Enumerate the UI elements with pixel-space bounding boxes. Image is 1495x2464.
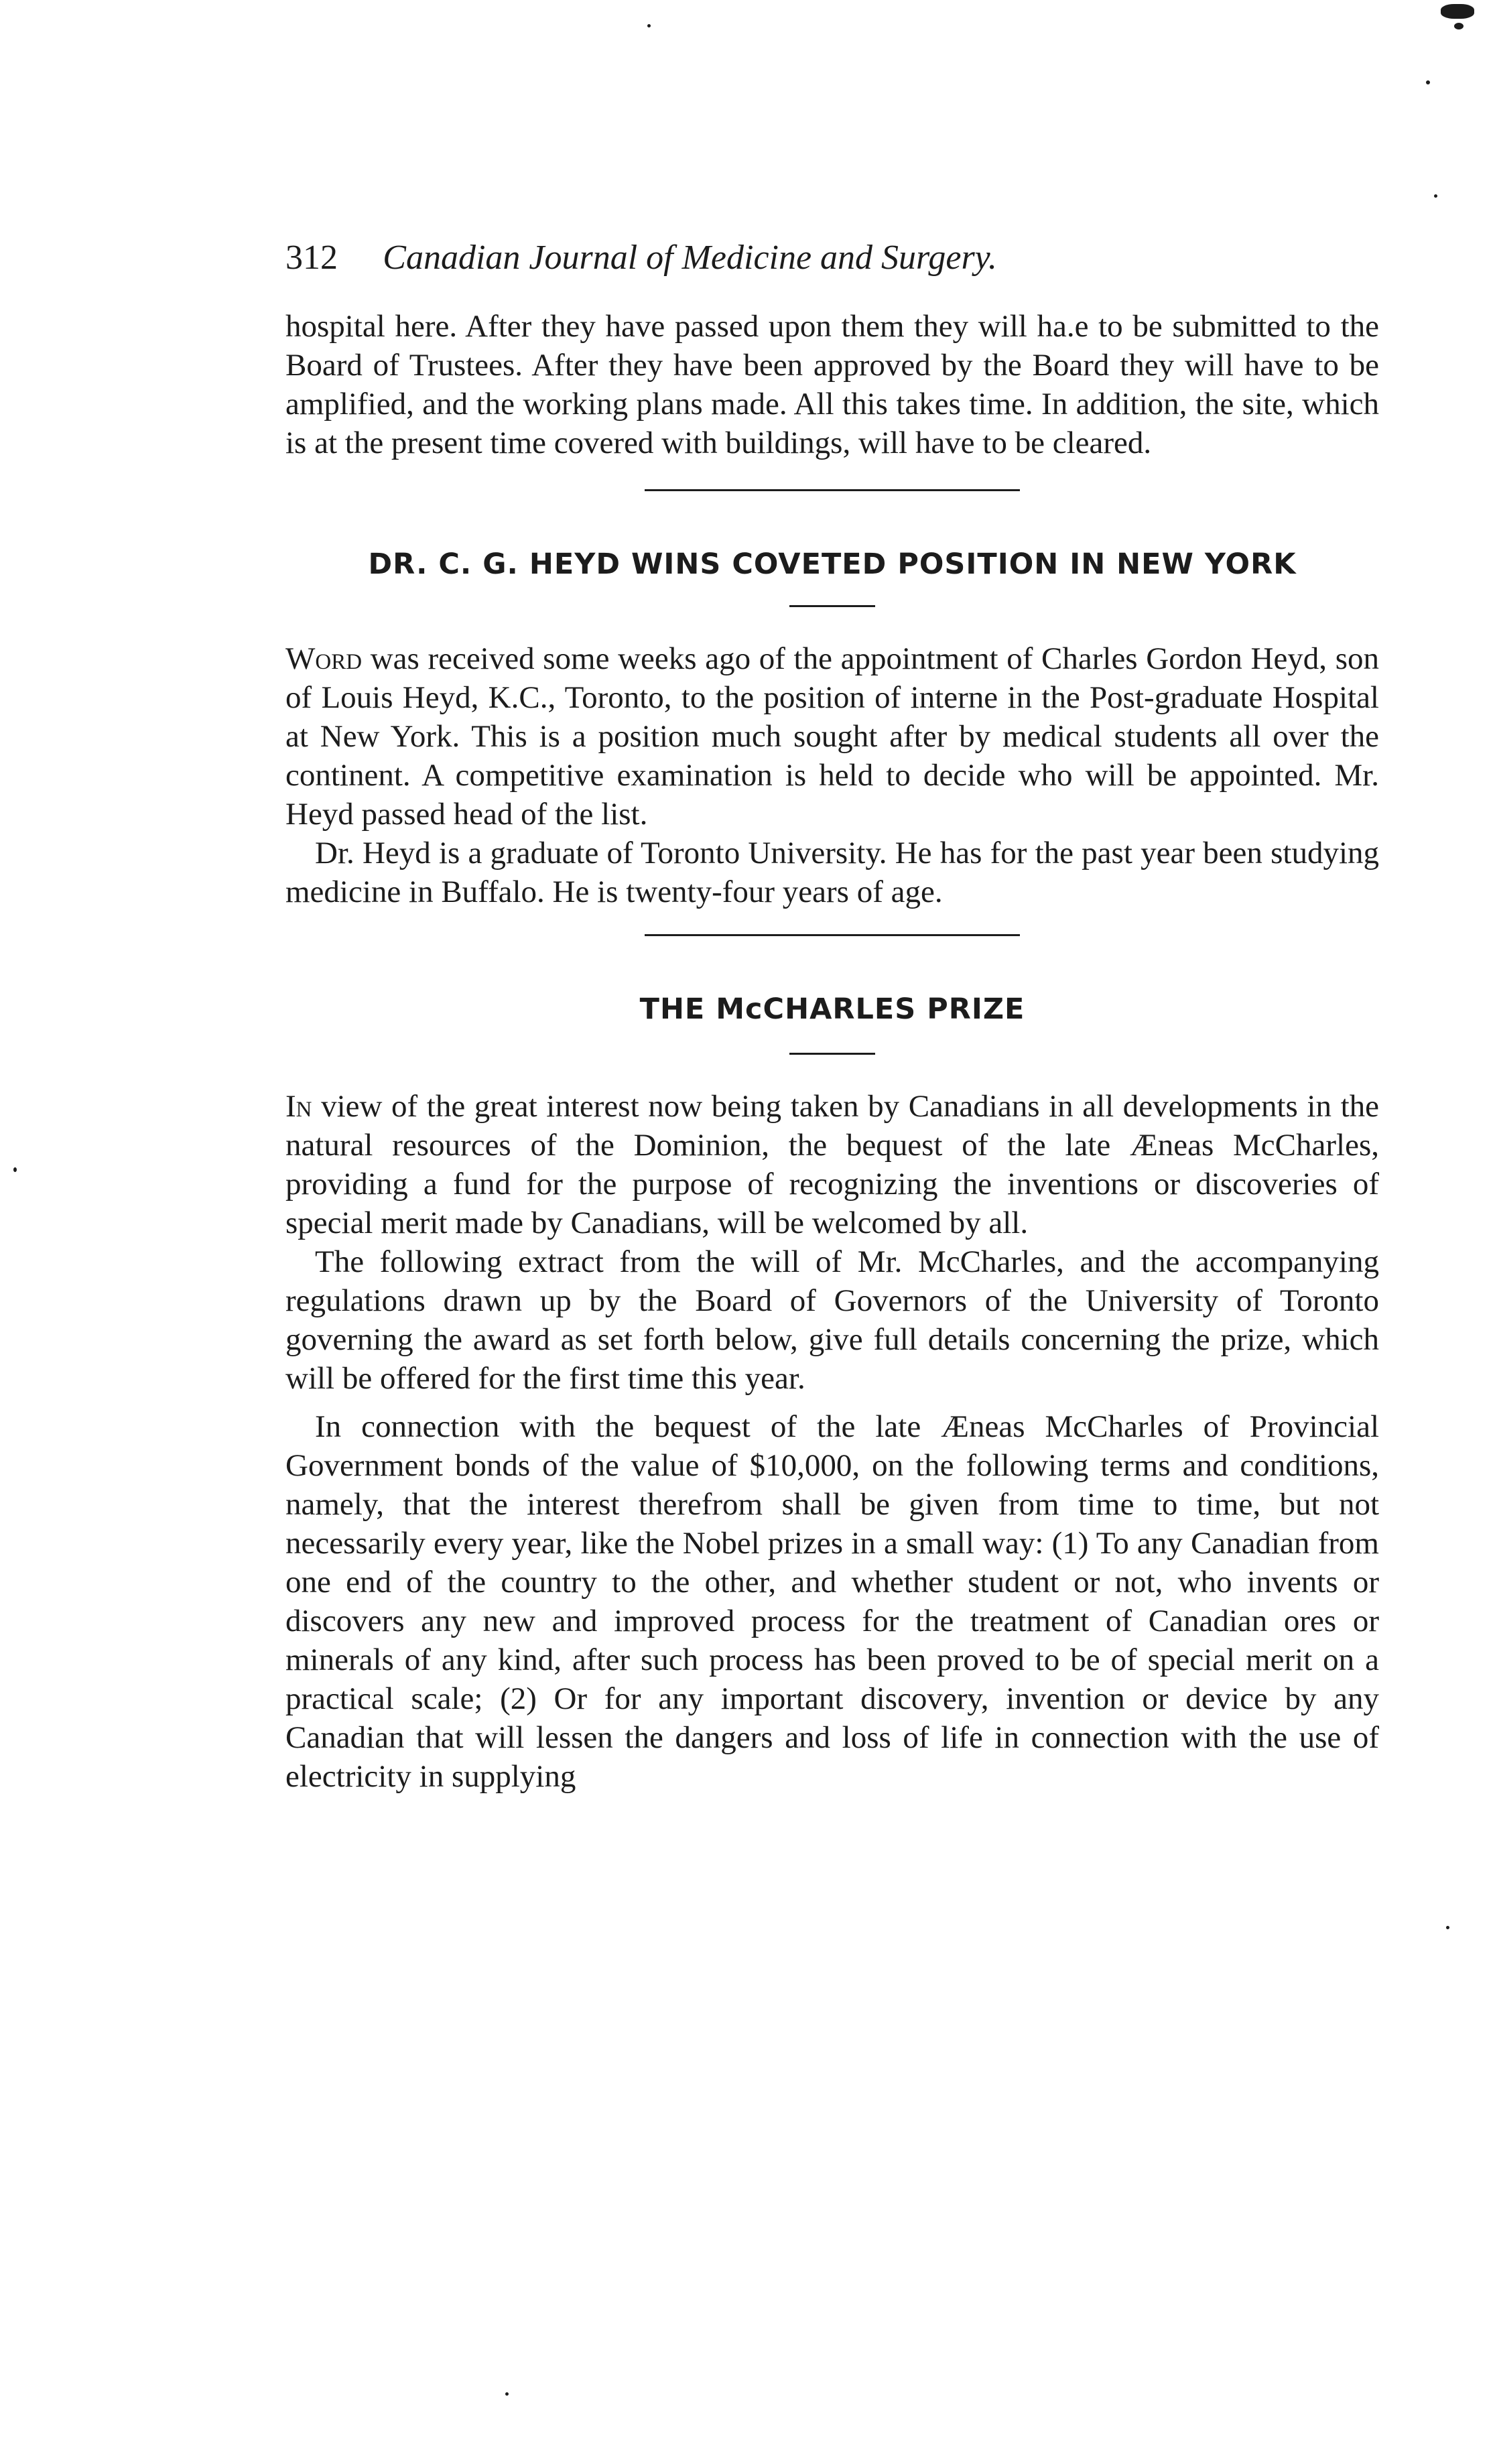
scan-speck [1441, 4, 1474, 19]
scan-speck [1454, 23, 1464, 29]
article-mccharles [285, 992, 1379, 1796]
continued-paragraph: hospital here. After they have passed upon them they will ha.e to be submitted to the Board of Trustees. After they have been approved by the Board they will have to be amplified, and the working plans made. All this takes time. In addition, the site, which is at the present time covered with buildings, will have to be cleared. [285, 309, 1379, 460]
scan-speck [13, 1167, 17, 1172]
article-paragraph: Dr. Heyd is a graduate of Toronto University. He has for the past year been studying medicine in Buffalo. He is twenty-four years of age. [285, 836, 1379, 909]
page-number: 312 [285, 239, 338, 277]
scan-speck [505, 2392, 509, 2396]
continued-section [285, 307, 1379, 462]
heading-underline [789, 605, 875, 607]
running-head [285, 228, 1379, 288]
scan-speck [647, 24, 651, 27]
journal-title: Canadian Journal of Medicine and Surgery. [383, 239, 997, 277]
article-paragraph [285, 1087, 1379, 1242]
scan-speck [1426, 80, 1430, 84]
article-heyd [285, 547, 1379, 911]
section-divider [645, 489, 1020, 491]
lead-word: Word [285, 641, 363, 676]
scan-speck [1434, 194, 1437, 198]
article-paragraph [285, 639, 1379, 834]
scan-speck [1446, 1926, 1449, 1929]
article-paragraph: In connection with the bequest of the late Æneas McCharles of Provincial Government bonds of the value of $10,000, on the following terms and conditions, namely, that the interest therefrom shall be given from time to time, but not necessarily every year, like the Nobel prizes in a small way: (1) To any Canadian from one end of the country to the other, and whether student or not, who invents or discovers any new and improved process for the treatment of Canadian ores or minerals of any kind, after such process has been proved to be of special merit on a practical scale; (2) Or for any important discovery, invention or device by any Canadian that will lessen the dangers and loss of life in connection with the use of electricity in supplying [285, 1409, 1379, 1794]
page-body [285, 228, 1379, 1796]
paragraph-text: was received some weeks ago of the appointment of Charles Gordon Heyd, son of Louis Heyd, K.C., Toronto, to the position of interne in the Post-graduate Hospital at New York. This is a position much sought after by medical students all over the continent. A competitive examination is held to decide who will be appointed. Mr. Heyd passed head of the list. [285, 641, 1379, 832]
article-heading: THE McCHARLES PRIZE [639, 992, 1025, 1026]
paragraph-text: view of the great interest now being taken by Canadians in all developments in the natural resources of the Dominion, the bequest of the late Æneas McCharles, providing a fund for the purpose of recognizing the inventions or discoveries of special merit made by Canadians, will be welcomed by all. [285, 1089, 1379, 1240]
section-divider [645, 934, 1020, 936]
article-heading: DR. C. G. HEYD WINS COVETED POSITION IN NEW YORK [368, 547, 1297, 581]
heading-underline [789, 1053, 875, 1055]
article-paragraph: The following extract from the will of Mr. McCharles, and the accompanying regulations drawn up by the Board of Governors of the University of Toronto governing the award as set forth below, give full details concerning the prize, which will be offered for the first time this year. [285, 1244, 1379, 1396]
lead-word: In [285, 1089, 312, 1124]
